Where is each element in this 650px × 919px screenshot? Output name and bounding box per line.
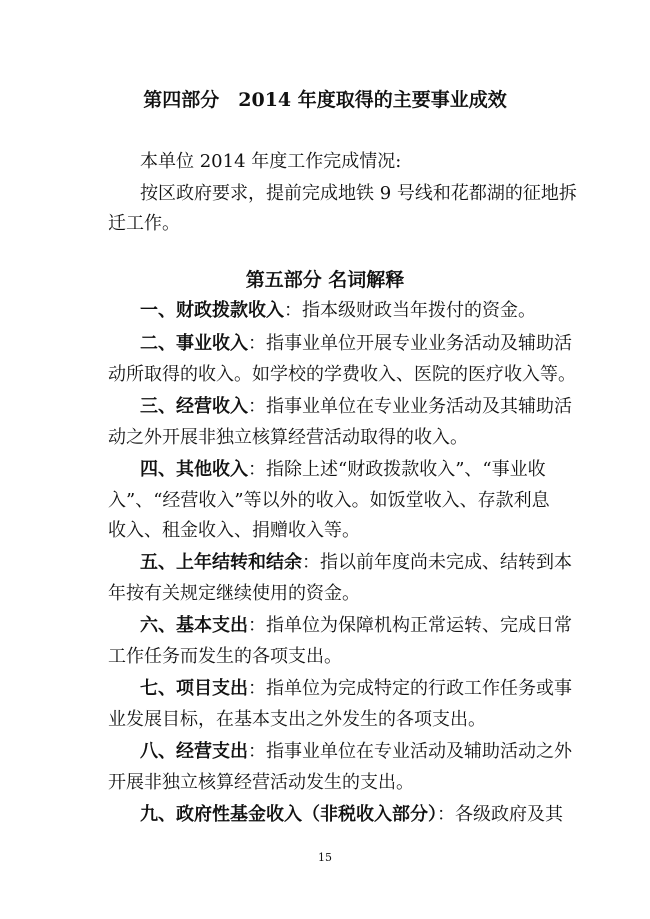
definition-text: 工作任务而发生的各项支出。 xyxy=(108,646,342,667)
definition-text: 入”、“经营收入”等以外的收入。如饭堂收入、存款利息 xyxy=(108,490,550,511)
definition-text: ：各级政府及其 xyxy=(437,804,563,825)
definition-text: ：指单位为保障机构正常运转、完成日常 xyxy=(248,615,572,636)
definition-term: 二、事业收入 xyxy=(140,333,248,354)
section-4-line: 按区政府要求，提前完成地铁 9 号线和花都湖的征地拆 xyxy=(140,183,577,204)
definition-term: 五、上年结转和结余 xyxy=(140,552,302,573)
definition-term: 四、其他收入 xyxy=(140,459,248,480)
definition-text: ：指单位为完成特定的行政工作任务或事 xyxy=(248,678,572,699)
definition-item xyxy=(140,396,572,418)
definition-term: 三、经营收入 xyxy=(140,396,248,417)
section-4-line: 本单位 2014 年度工作完成情况: xyxy=(140,151,402,172)
definition-term: 六、基本支出 xyxy=(140,615,248,636)
definition-item xyxy=(140,459,560,481)
definition-term: 一、财政拨款收入 xyxy=(140,300,284,321)
definition-item xyxy=(140,615,572,637)
section-4-line: 迁工作。 xyxy=(108,213,180,234)
definition-item xyxy=(140,552,572,574)
definition-text: 收入、租金收入、捐赠收入等。 xyxy=(108,520,360,541)
definition-text: 动所取得的收入。如学校的学费收入、医院的医疗收入等。 xyxy=(108,364,576,385)
page-number: 15 xyxy=(318,851,332,864)
definition-text: ：指以前年度尚未完成、结转到本 xyxy=(302,552,572,573)
definition-item xyxy=(140,678,572,700)
definition-text: 动之外开展非独立核算经营活动取得的收入。 xyxy=(108,427,468,448)
definition-text: ：指除上述“财政拨款收入”、“事业收 xyxy=(248,459,546,480)
definition-text: 业发展目标，在基本支出之外发生的各项支出。 xyxy=(108,709,486,730)
section-5-title: 第五部分 名词解释 xyxy=(245,269,405,291)
definition-text: 开展非独立核算经营活动发生的支出。 xyxy=(108,772,414,793)
definition-text: ：指事业单位开展专业业务活动及辅助活 xyxy=(248,333,572,354)
definition-item xyxy=(140,300,560,322)
definition-term: 七、项目支出 xyxy=(140,678,248,699)
definition-item xyxy=(140,333,572,355)
definition-term: 八、经营支出 xyxy=(140,741,248,762)
definition-term: 九、政府性基金收入（非税收入部分） xyxy=(140,804,437,825)
definition-text: ：指本级财政当年拨付的资金。 xyxy=(284,300,536,321)
section-4-title: 第四部分 2014 年度取得的主要事业成效 xyxy=(143,89,507,111)
definition-text: ：指事业单位在专业业务活动及其辅助活 xyxy=(248,396,572,417)
definition-text: ：指事业单位在专业活动及辅助活动之外 xyxy=(248,741,572,762)
definition-item xyxy=(140,741,572,763)
definition-text: 年按有关规定继续使用的资金。 xyxy=(108,583,360,604)
definition-item xyxy=(140,804,563,826)
